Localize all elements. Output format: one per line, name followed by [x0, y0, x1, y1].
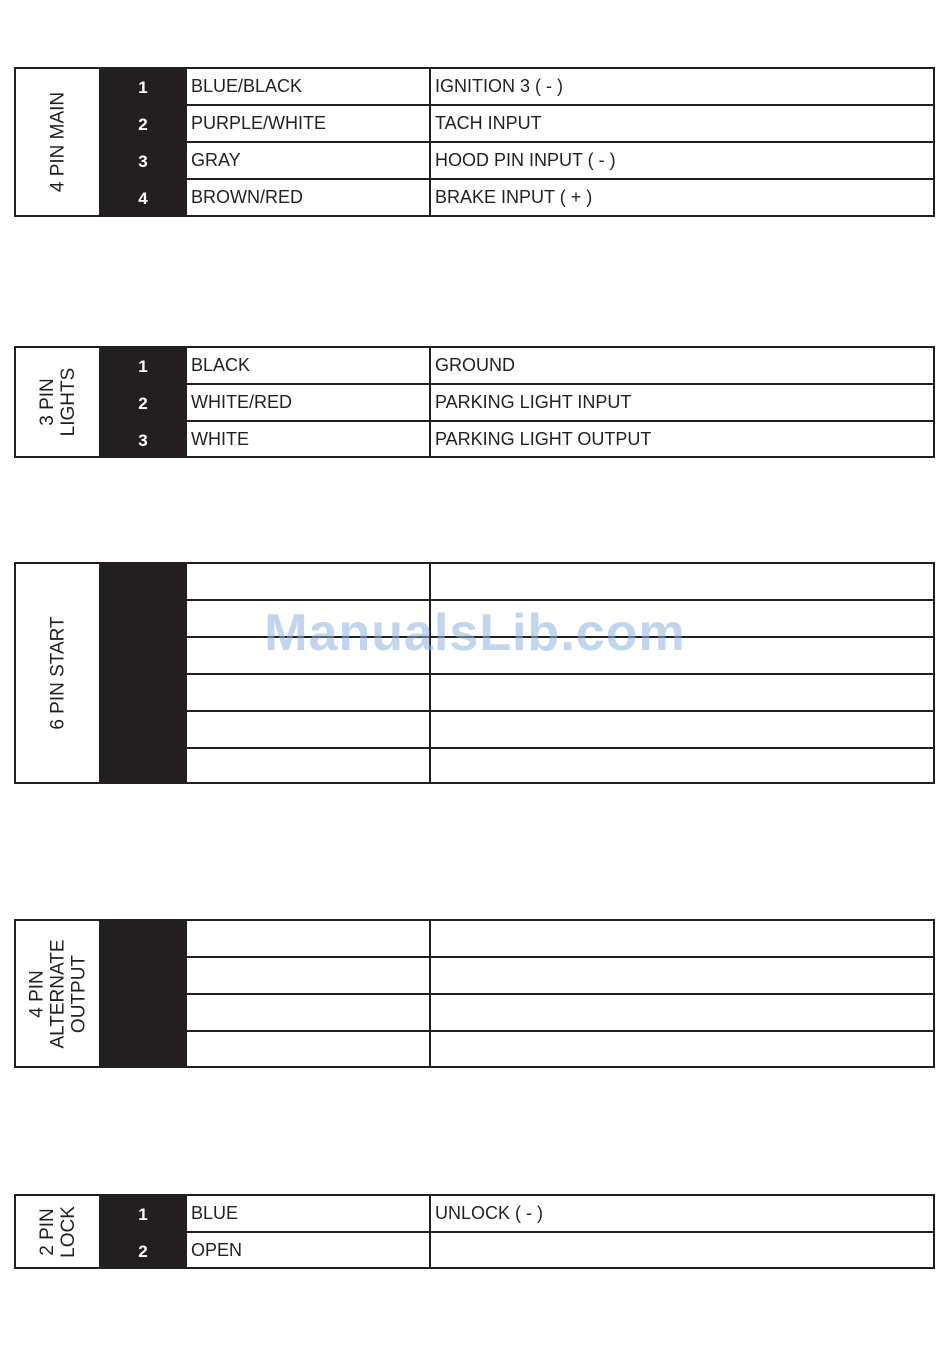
pin-number-column: [100, 1196, 186, 1267]
wire-color: BLACK: [186, 348, 431, 383]
pin-number: 2: [138, 1241, 148, 1261]
wire-function: BRAKE INPUT ( + ): [435, 187, 593, 207]
pin-number: 2: [138, 393, 148, 413]
table-row: [186, 383, 933, 420]
pin-number: 1: [138, 77, 148, 97]
connector-4-pin-alternate-output: [14, 919, 935, 1068]
pin-number-column: [100, 69, 186, 215]
wire-function: [431, 675, 933, 710]
table-row: [186, 420, 933, 457]
table-row: [186, 348, 933, 383]
table-row: [186, 710, 933, 747]
wire-color: OPEN: [186, 1233, 431, 1268]
table-row: [186, 636, 933, 673]
pin-number-column: [100, 564, 186, 782]
watermark: ManualsLib.com: [264, 604, 686, 662]
wire-color: [186, 749, 431, 784]
connector-3-pin-lights: [14, 346, 935, 458]
connector-label-line: 2 PIN: [36, 1207, 58, 1256]
connector-label-line: 4 PIN: [26, 969, 47, 1018]
pin-number-column: [100, 921, 186, 1066]
wire-color: [186, 638, 431, 673]
wire-function: [431, 638, 933, 673]
connector-4-pin-main: [14, 67, 935, 217]
wire-function: IGNITION 3 ( - ): [435, 76, 563, 96]
pin-number: 3: [138, 151, 148, 171]
pin-number: 1: [138, 1204, 148, 1224]
connector-label: [37, 368, 79, 437]
pin-number: [100, 601, 186, 638]
wire-rows: [186, 69, 933, 215]
connector-label-cell: [16, 348, 100, 456]
connector-label: 4 PIN MAIN: [47, 91, 68, 193]
table-row: [186, 673, 933, 710]
pin-number: [100, 638, 186, 675]
connector-label-cell: [16, 564, 100, 782]
wire-color: [186, 995, 431, 1030]
pin-number: 2: [138, 114, 148, 134]
wire-function: [431, 1032, 933, 1067]
wire-function: [431, 749, 933, 784]
wire-function: HOOD PIN INPUT ( - ): [435, 150, 616, 170]
wire-function: UNLOCK ( - ): [435, 1203, 543, 1223]
wire-function: [431, 995, 933, 1030]
table-row: [186, 993, 933, 1030]
pin-number: [100, 712, 186, 749]
wire-color: GRAY: [186, 143, 431, 178]
connector-label-cell: [16, 921, 100, 1066]
connector-label-cell: [16, 69, 100, 215]
wire-function: PARKING LIGHT INPUT: [435, 392, 632, 412]
wire-color: [186, 958, 431, 993]
wire-color: [186, 564, 431, 599]
pin-number: 4: [138, 188, 148, 208]
pin-number: [100, 564, 186, 601]
wire-function: [431, 1233, 933, 1268]
wire-color: [186, 1032, 431, 1067]
wire-color: WHITE: [186, 422, 431, 457]
table-row: [186, 564, 933, 599]
table-row: [186, 956, 933, 993]
wire-function: TACH INPUT: [435, 113, 542, 133]
connector-label-line: 3 PIN: [36, 378, 58, 426]
pin-number: 3: [138, 430, 148, 450]
wire-color: BROWN/RED: [186, 180, 431, 215]
connector-label-line: LIGHTS: [57, 367, 79, 437]
table-row: [186, 104, 933, 141]
connector-label: 6 PIN START: [47, 616, 68, 730]
pin-number: 1: [138, 356, 148, 376]
wire-rows: [186, 1196, 933, 1267]
pin-number: [100, 675, 186, 712]
pin-number: [100, 1032, 186, 1069]
wire-rows: [186, 564, 933, 782]
connector-label-line: LOCK: [57, 1205, 79, 1258]
wire-color: BLUE/BLACK: [186, 69, 431, 104]
wire-color: BLUE: [186, 1196, 431, 1231]
wire-color: PURPLE/WHITE: [186, 106, 431, 141]
wire-function: [431, 564, 933, 599]
wire-function: PARKING LIGHT OUTPUT: [435, 429, 652, 449]
pin-number: [100, 749, 186, 786]
wire-color: [186, 921, 431, 956]
table-row: [186, 1196, 933, 1231]
wire-color: WHITE/RED: [186, 385, 431, 420]
table-row: [186, 178, 933, 215]
table-row: [186, 1231, 933, 1268]
table-row: [186, 599, 933, 636]
wire-function: [431, 921, 933, 956]
connector-label: [26, 939, 89, 1048]
connector-label-line: ALTERNATE: [47, 938, 68, 1049]
table-row: [186, 69, 933, 104]
wire-rows: [186, 348, 933, 456]
wire-color: [186, 675, 431, 710]
wire-function: [431, 712, 933, 747]
wire-rows: [186, 921, 933, 1066]
wire-function: [431, 601, 933, 636]
pin-number: [100, 921, 186, 958]
wire-color: [186, 712, 431, 747]
wire-function: [431, 958, 933, 993]
connector-label-line: OUTPUT: [68, 954, 89, 1033]
wire-function: GROUND: [435, 355, 515, 375]
wire-color: [186, 601, 431, 636]
table-row: [186, 747, 933, 784]
connector-label: [37, 1206, 79, 1258]
table-row: [186, 921, 933, 956]
pin-number-column: [100, 348, 186, 456]
connector-2-pin-lock: [14, 1194, 935, 1269]
connector-6-pin-start: [14, 562, 935, 784]
connector-label-cell: [16, 1196, 100, 1267]
table-row: [186, 141, 933, 178]
pin-number: [100, 995, 186, 1032]
table-row: [186, 1030, 933, 1067]
pin-number: [100, 958, 186, 995]
